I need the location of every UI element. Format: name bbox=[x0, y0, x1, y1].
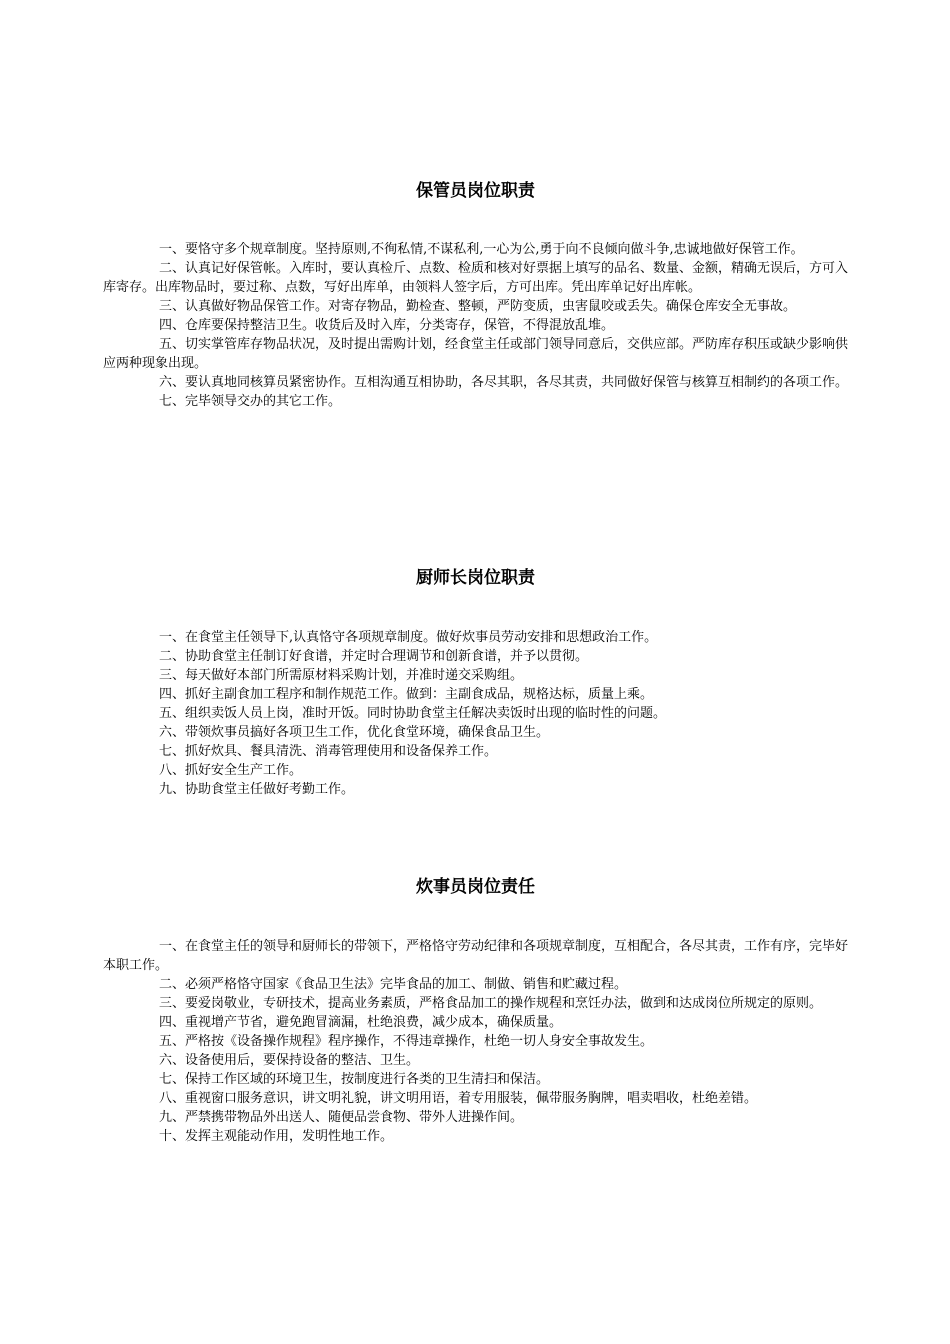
paragraph: 七、完毕领导交办的其它工作。 bbox=[159, 394, 342, 409]
paragraph: 二、必须严格恪守国家《食品卫生法》完毕食品的加工、制做、销售和贮藏过程。 bbox=[159, 977, 628, 992]
section-head-chef-duties bbox=[103, 567, 848, 799]
paragraph: 七、保持工作区域的环境卫生，按制度进行各类的卫生清扫和保洁。 bbox=[159, 1072, 550, 1087]
paragraph: 五、严格按《设备操作规程》程序操作，不得违章操作，杜绝一切人身安全事故发生。 bbox=[159, 1034, 654, 1049]
paragraph: 四、仓库要保持整洁卫生。收货后及时入库，分类寄存，保管，不得混放乱堆。 bbox=[159, 318, 615, 333]
paragraph: 三、认真做好物品保管工作。对寄存物品，勤检查、整顿，严防变质，虫害鼠咬或丢失。确保仓库安全无事故。 bbox=[159, 299, 797, 314]
paragraph: 二、认真记好保管帐。入库时，要认真检斤、点数、检质和核对好票据上填写的品名、数量、金额，精确无误后，方可入库寄存。出库物品时，要过称、点数，写好出库单，由领料人签字后，方可出库。凭出库单记好出库帐。 bbox=[103, 261, 849, 295]
paragraph: 九、协助食堂主任做好考勤工作。 bbox=[159, 782, 355, 797]
section-storekeeper-duties bbox=[103, 180, 848, 411]
paragraph: 五、切实掌管库存物品状况，及时提出需购计划，经食堂主任或部门领导同意后，交供应部。严防库存积压或缺少影响供应两种现象出现。 bbox=[103, 337, 849, 371]
section-title: 保管员岗位职责 bbox=[416, 181, 535, 201]
paragraph: 五、组织卖饭人员上岗，准时开饭。同时协助食堂主任解决卖饭时出现的临时性的问题。 bbox=[159, 706, 667, 721]
paragraph: 八、抓好安全生产工作。 bbox=[159, 763, 303, 778]
section-cook-responsibilities bbox=[103, 876, 848, 1146]
paragraph: 一、要恪守多个规章制度。坚持原则,不徇私情,不谋私利,一心为公,勇于向不良倾向做斗争,忠诚地做好保管工作。 bbox=[159, 242, 804, 257]
paragraph: 十、发挥主观能动作用，发明性地工作。 bbox=[159, 1129, 394, 1144]
paragraph: 六、设备使用后，要保持设备的整洁、卫生。 bbox=[159, 1053, 420, 1068]
paragraph-list bbox=[103, 628, 848, 799]
paragraph-list bbox=[103, 937, 848, 1146]
section-title: 厨师长岗位职责 bbox=[416, 568, 535, 588]
paragraph: 三、每天做好本部门所需原材料采购计划，并准时递交采购组。 bbox=[159, 668, 524, 683]
paragraph: 四、重视增产节省，避免跑冒滴漏，杜绝浪费，减少成本，确保质量。 bbox=[159, 1015, 563, 1030]
paragraph: 一、在食堂主任的领导和厨师长的带领下，严格恪守劳动纪律和各项规章制度，互相配合，各尽其责，工作有序，完毕好本职工作。 bbox=[103, 939, 849, 973]
paragraph: 一、在食堂主任领导下,认真恪守各项规章制度。做好炊事员劳动安排和思想政治工作。 bbox=[159, 630, 658, 645]
paragraph: 九、严禁携带物品外出送人、随便品尝食物、带外人进操作间。 bbox=[159, 1110, 524, 1125]
paragraph-list bbox=[103, 240, 848, 411]
paragraph: 八、重视窗口服务意识，讲文明礼貌，讲文明用语，着专用服装，佩带服务胸牌，唱卖唱收，杜绝差错。 bbox=[159, 1091, 758, 1106]
paragraph: 四、抓好主副食加工程序和制作规范工作。做到：主副食成品，规格达标，质量上乘。 bbox=[159, 687, 654, 702]
section-title: 炊事员岗位责任 bbox=[416, 877, 535, 897]
paragraph: 三、要爱岗敬业，专研技术，提高业务素质，严格食品加工的操作规程和烹饪办法，做到和达成岗位所规定的原则。 bbox=[159, 996, 823, 1011]
paragraph: 七、抓好炊具、餐具清洗、消毒管理使用和设备保养工作。 bbox=[159, 744, 498, 759]
paragraph: 六、带领炊事员搞好各项卫生工作，优化食堂环境，确保食品卫生。 bbox=[159, 725, 550, 740]
paragraph: 六、要认真地同核算员紧密协作。互相沟通互相协助，各尽其职，各尽其责，共同做好保管与核算互相制约的各项工作。 bbox=[159, 375, 849, 390]
paragraph: 二、协助食堂主任制订好食谱，并定时合理调节和创新食谱，并予以贯彻。 bbox=[159, 649, 589, 664]
